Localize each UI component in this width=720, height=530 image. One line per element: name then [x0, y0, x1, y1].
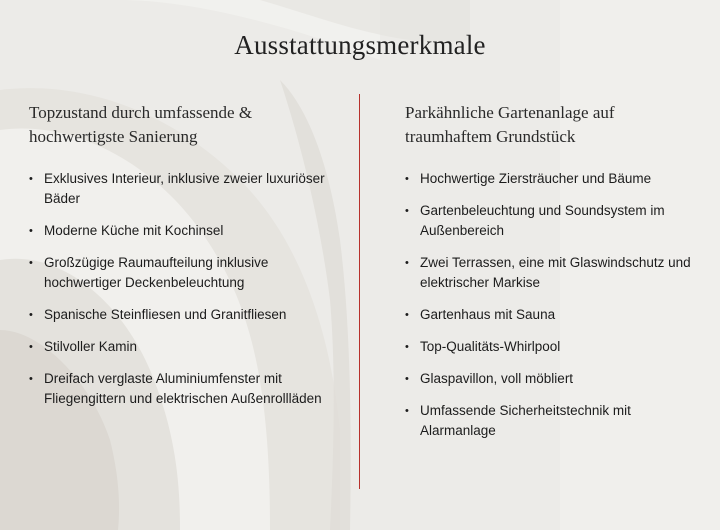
- list-item-text: Moderne Küche mit Kochinsel: [44, 223, 224, 238]
- list-item-text: Glaspavillon, voll möbliert: [420, 371, 574, 386]
- bullet-icon: •: [29, 173, 33, 185]
- right-column: [405, 101, 705, 453]
- list-item: [29, 253, 329, 293]
- list-item: [405, 201, 705, 241]
- list-item: [405, 169, 705, 189]
- bullet-icon: •: [405, 341, 409, 353]
- list-item: [29, 305, 329, 325]
- list-item-text: Umfassende Sicherheitstechnik mit Alarmanlage: [420, 403, 631, 438]
- list-item-text: Stilvoller Kamin: [44, 339, 138, 354]
- list-item-text: Gartenbeleuchtung und Soundsystem im Außenbereich: [420, 203, 665, 238]
- list-item-text: Exklusives Interieur, inklusive zweier luxuriöser Bäder: [44, 171, 325, 206]
- list-item: [29, 221, 329, 241]
- page-title: Ausstattungsmerkmale: [234, 30, 486, 60]
- list-item-text: Hochwertige Ziersträucher und Bäume: [420, 171, 652, 186]
- bullet-icon: •: [29, 225, 33, 237]
- bullet-icon: •: [405, 373, 409, 385]
- list-item: [29, 369, 329, 409]
- left-feature-list: [29, 169, 329, 409]
- bullet-icon: •: [29, 373, 33, 385]
- bullet-icon: •: [405, 405, 409, 417]
- bullet-icon: •: [29, 257, 33, 269]
- list-item-text: Spanische Steinfliesen und Granitfliesen: [44, 307, 287, 322]
- bullet-icon: •: [405, 205, 409, 217]
- list-item: [405, 401, 705, 441]
- list-item: [405, 337, 705, 357]
- list-item-text: Gartenhaus mit Sauna: [420, 307, 556, 322]
- bullet-icon: •: [405, 173, 409, 185]
- list-item-text: Großzügige Raumaufteilung inklusive hochwertiger Deckenbeleuchtung: [44, 255, 269, 290]
- list-item: [29, 337, 329, 357]
- list-item: [405, 305, 705, 325]
- bullet-icon: •: [405, 257, 409, 269]
- list-item-text: Top-Qualitäts-Whirlpool: [420, 339, 561, 354]
- left-column-heading: Topzustand durch umfassende & hochwertigste Sanierung: [29, 103, 253, 146]
- list-item: [405, 369, 705, 389]
- bullet-icon: •: [405, 309, 409, 321]
- column-divider: [359, 94, 360, 489]
- right-feature-list: [405, 169, 705, 441]
- bullet-icon: •: [29, 341, 33, 353]
- left-column: [29, 101, 329, 421]
- list-item: [29, 169, 329, 209]
- list-item-text: Zwei Terrassen, eine mit Glaswindschutz und elektrischer Markise: [420, 255, 691, 290]
- list-item-text: Dreifach verglaste Aluminiumfenster mit Fliegengittern und elektrischen Außenrollläden: [44, 371, 322, 406]
- bullet-icon: •: [29, 309, 33, 321]
- list-item: [405, 253, 705, 293]
- right-column-heading: Parkähnliche Gartenanlage auf traumhaftem Grundstück: [405, 103, 615, 146]
